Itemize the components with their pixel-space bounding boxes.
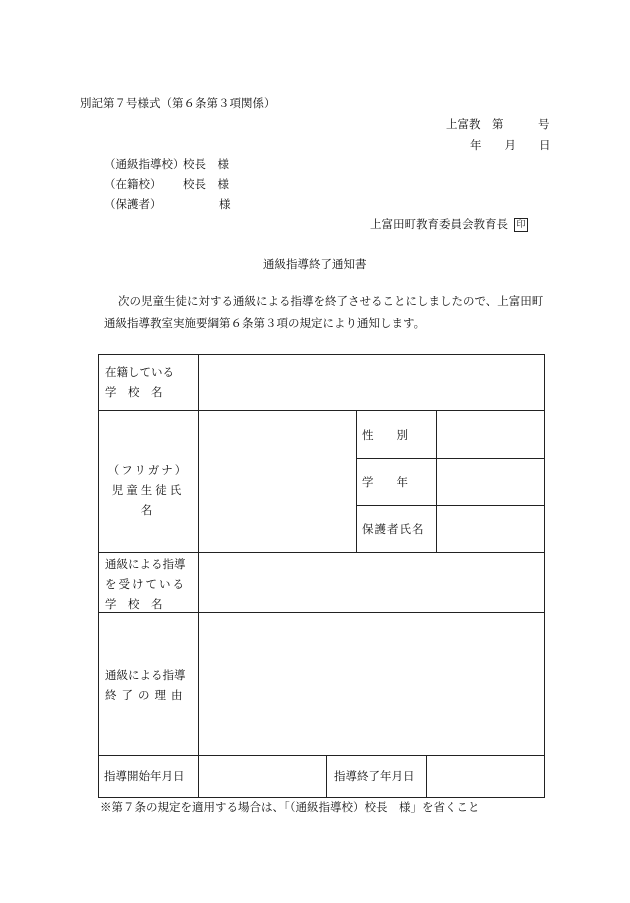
recipient-title: 様 <box>219 197 231 211</box>
recipient-role: （通級指導校） <box>104 157 185 171</box>
enrolled-school-value[interactable] <box>199 355 544 410</box>
recipient-title: 校長 様 <box>183 177 229 191</box>
label-end-date: 指導終了年月日 <box>334 769 415 783</box>
end-reason-value[interactable] <box>199 613 544 755</box>
grade-value[interactable] <box>437 459 544 505</box>
sender-name: 上富田町教育委員会教育長 <box>370 217 508 231</box>
document-title: 通級指導終了通知書 <box>263 257 367 271</box>
document-number: 上富教 第 号 <box>446 117 550 131</box>
receiving-school-value[interactable] <box>199 553 544 612</box>
label-guardian-name: 保護者氏名 <box>362 522 425 536</box>
label-enrolled-school: 在籍している 学 校 名 <box>105 365 174 399</box>
label-receiving-school: 通級による指導 を受けている 学 校 名 <box>105 557 186 611</box>
date-line: 年 月 日 <box>470 138 551 152</box>
recipient-role: （在籍校） <box>104 177 162 191</box>
label-gender: 性 別 <box>362 428 408 442</box>
sender-line <box>370 218 528 232</box>
end-date-value[interactable] <box>427 756 544 797</box>
start-date-value[interactable] <box>199 756 326 797</box>
body-line-1: 次の児童生徒に対する通級による指導を終了させることにしましたので、上富田町 <box>118 294 544 308</box>
label-end-reason: 通級による指導 終了の理由 <box>105 668 188 702</box>
form-label: 別記第７号様式（第６条第３項関係） <box>80 96 276 110</box>
seal-mark: 印 <box>514 218 528 232</box>
guardian-name-value[interactable] <box>437 506 544 552</box>
footnote: ※第７条の規定を適用する場合は、「（通級指導校）校長 様」を省くこと <box>100 800 480 814</box>
label-student-name: （フリガナ） 児童生徒氏名 <box>107 463 189 517</box>
gender-value[interactable] <box>437 411 544 458</box>
body-line-2: 通級指導教室実施要綱第６条第３項の規定により通知します。 <box>104 316 426 330</box>
recipient-title: 校長 様 <box>183 157 229 171</box>
recipient-role: （保護者） <box>104 197 162 211</box>
student-name-value[interactable] <box>199 411 356 552</box>
label-grade: 学 年 <box>362 475 408 489</box>
label-start-date: 指導開始年月日 <box>104 769 185 783</box>
